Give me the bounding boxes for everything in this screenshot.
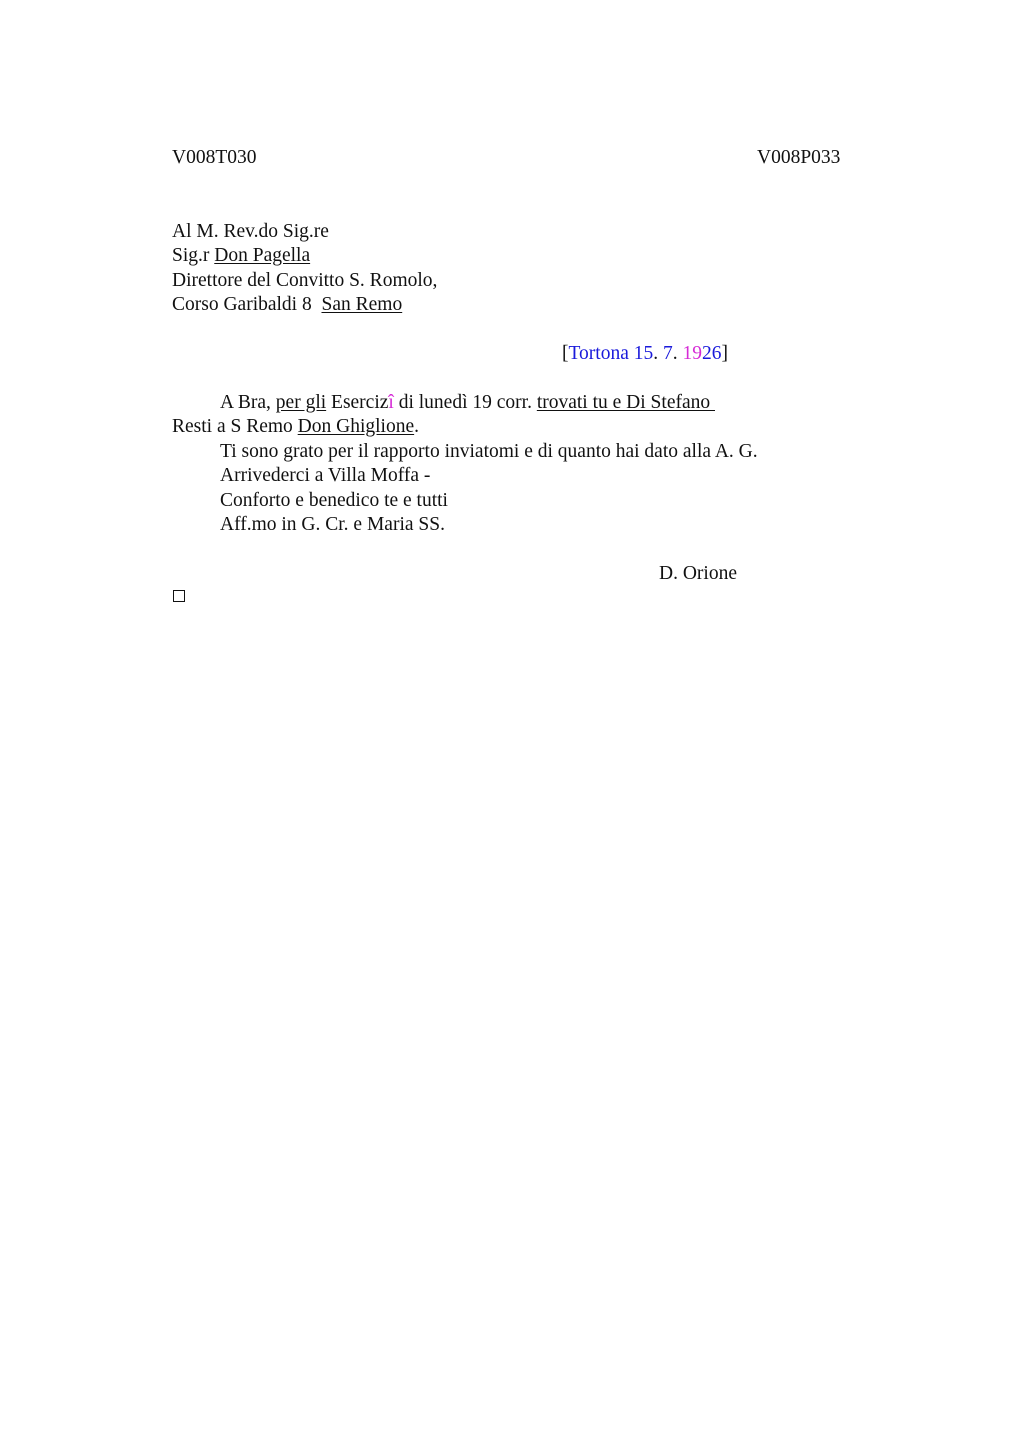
- header-right-code: V008P033: [757, 147, 841, 168]
- dateline-month: 7: [663, 343, 673, 364]
- body-line-5: Conforto e benedico te e tutti: [220, 490, 448, 511]
- dateline-close-bracket: ]: [721, 343, 728, 364]
- address-line-4: [172, 293, 402, 317]
- header-left-code: V008T030: [172, 147, 257, 168]
- dateline-year-decade: 26: [702, 343, 722, 364]
- body-line-1-a: A Bra,: [220, 392, 271, 413]
- dateline-sep-1: .: [653, 343, 663, 364]
- body-line-1-accent: î: [388, 392, 394, 413]
- address-line-2: [172, 244, 310, 268]
- body-line-1-f: trovati tu e Di Stefano: [536, 392, 715, 413]
- body-line-1-b: per gli: [275, 392, 327, 413]
- end-box-icon: [173, 590, 185, 602]
- recipient-name: Don Pagella: [214, 245, 311, 266]
- body-line-2-end: .: [414, 416, 419, 437]
- address-line-4-prefix: Corso Garibaldi 8: [172, 294, 312, 315]
- body-line-2: [172, 415, 419, 439]
- dateline-open-bracket: [: [562, 343, 569, 364]
- body-line-2-a: Resti a S Remo: [172, 416, 293, 437]
- body-line-3: Ti sono grato per il rapporto inviatomi e di quanto hai dato alla A. G.: [220, 441, 758, 462]
- body-line-1-e: di lunedì 19 corr.: [398, 392, 532, 413]
- dateline-year-century: 19: [682, 343, 702, 364]
- dateline-day: 15: [633, 343, 654, 364]
- dateline-sep-2: .: [672, 343, 683, 364]
- body-line-1: [220, 391, 715, 415]
- body-line-1-c: Eserciz: [331, 392, 389, 413]
- dateline: [562, 342, 728, 366]
- signature: D. Orione: [659, 563, 737, 584]
- address-line-2-prefix: Sig.r: [172, 245, 210, 266]
- recipient-city: San Remo: [321, 294, 403, 315]
- body-line-2-name: Don Ghiglione: [297, 416, 415, 437]
- body-line-4: Arrivederci a Villa Moffa -: [220, 465, 431, 486]
- address-line-1: Al M. Rev.do Sig.re: [172, 221, 329, 242]
- dateline-place: Tortona: [568, 343, 629, 364]
- address-line-3: Direttore del Convitto S. Romolo,: [172, 270, 438, 291]
- body-line-6: Aff.mo in G. Cr. e Maria SS.: [220, 514, 445, 535]
